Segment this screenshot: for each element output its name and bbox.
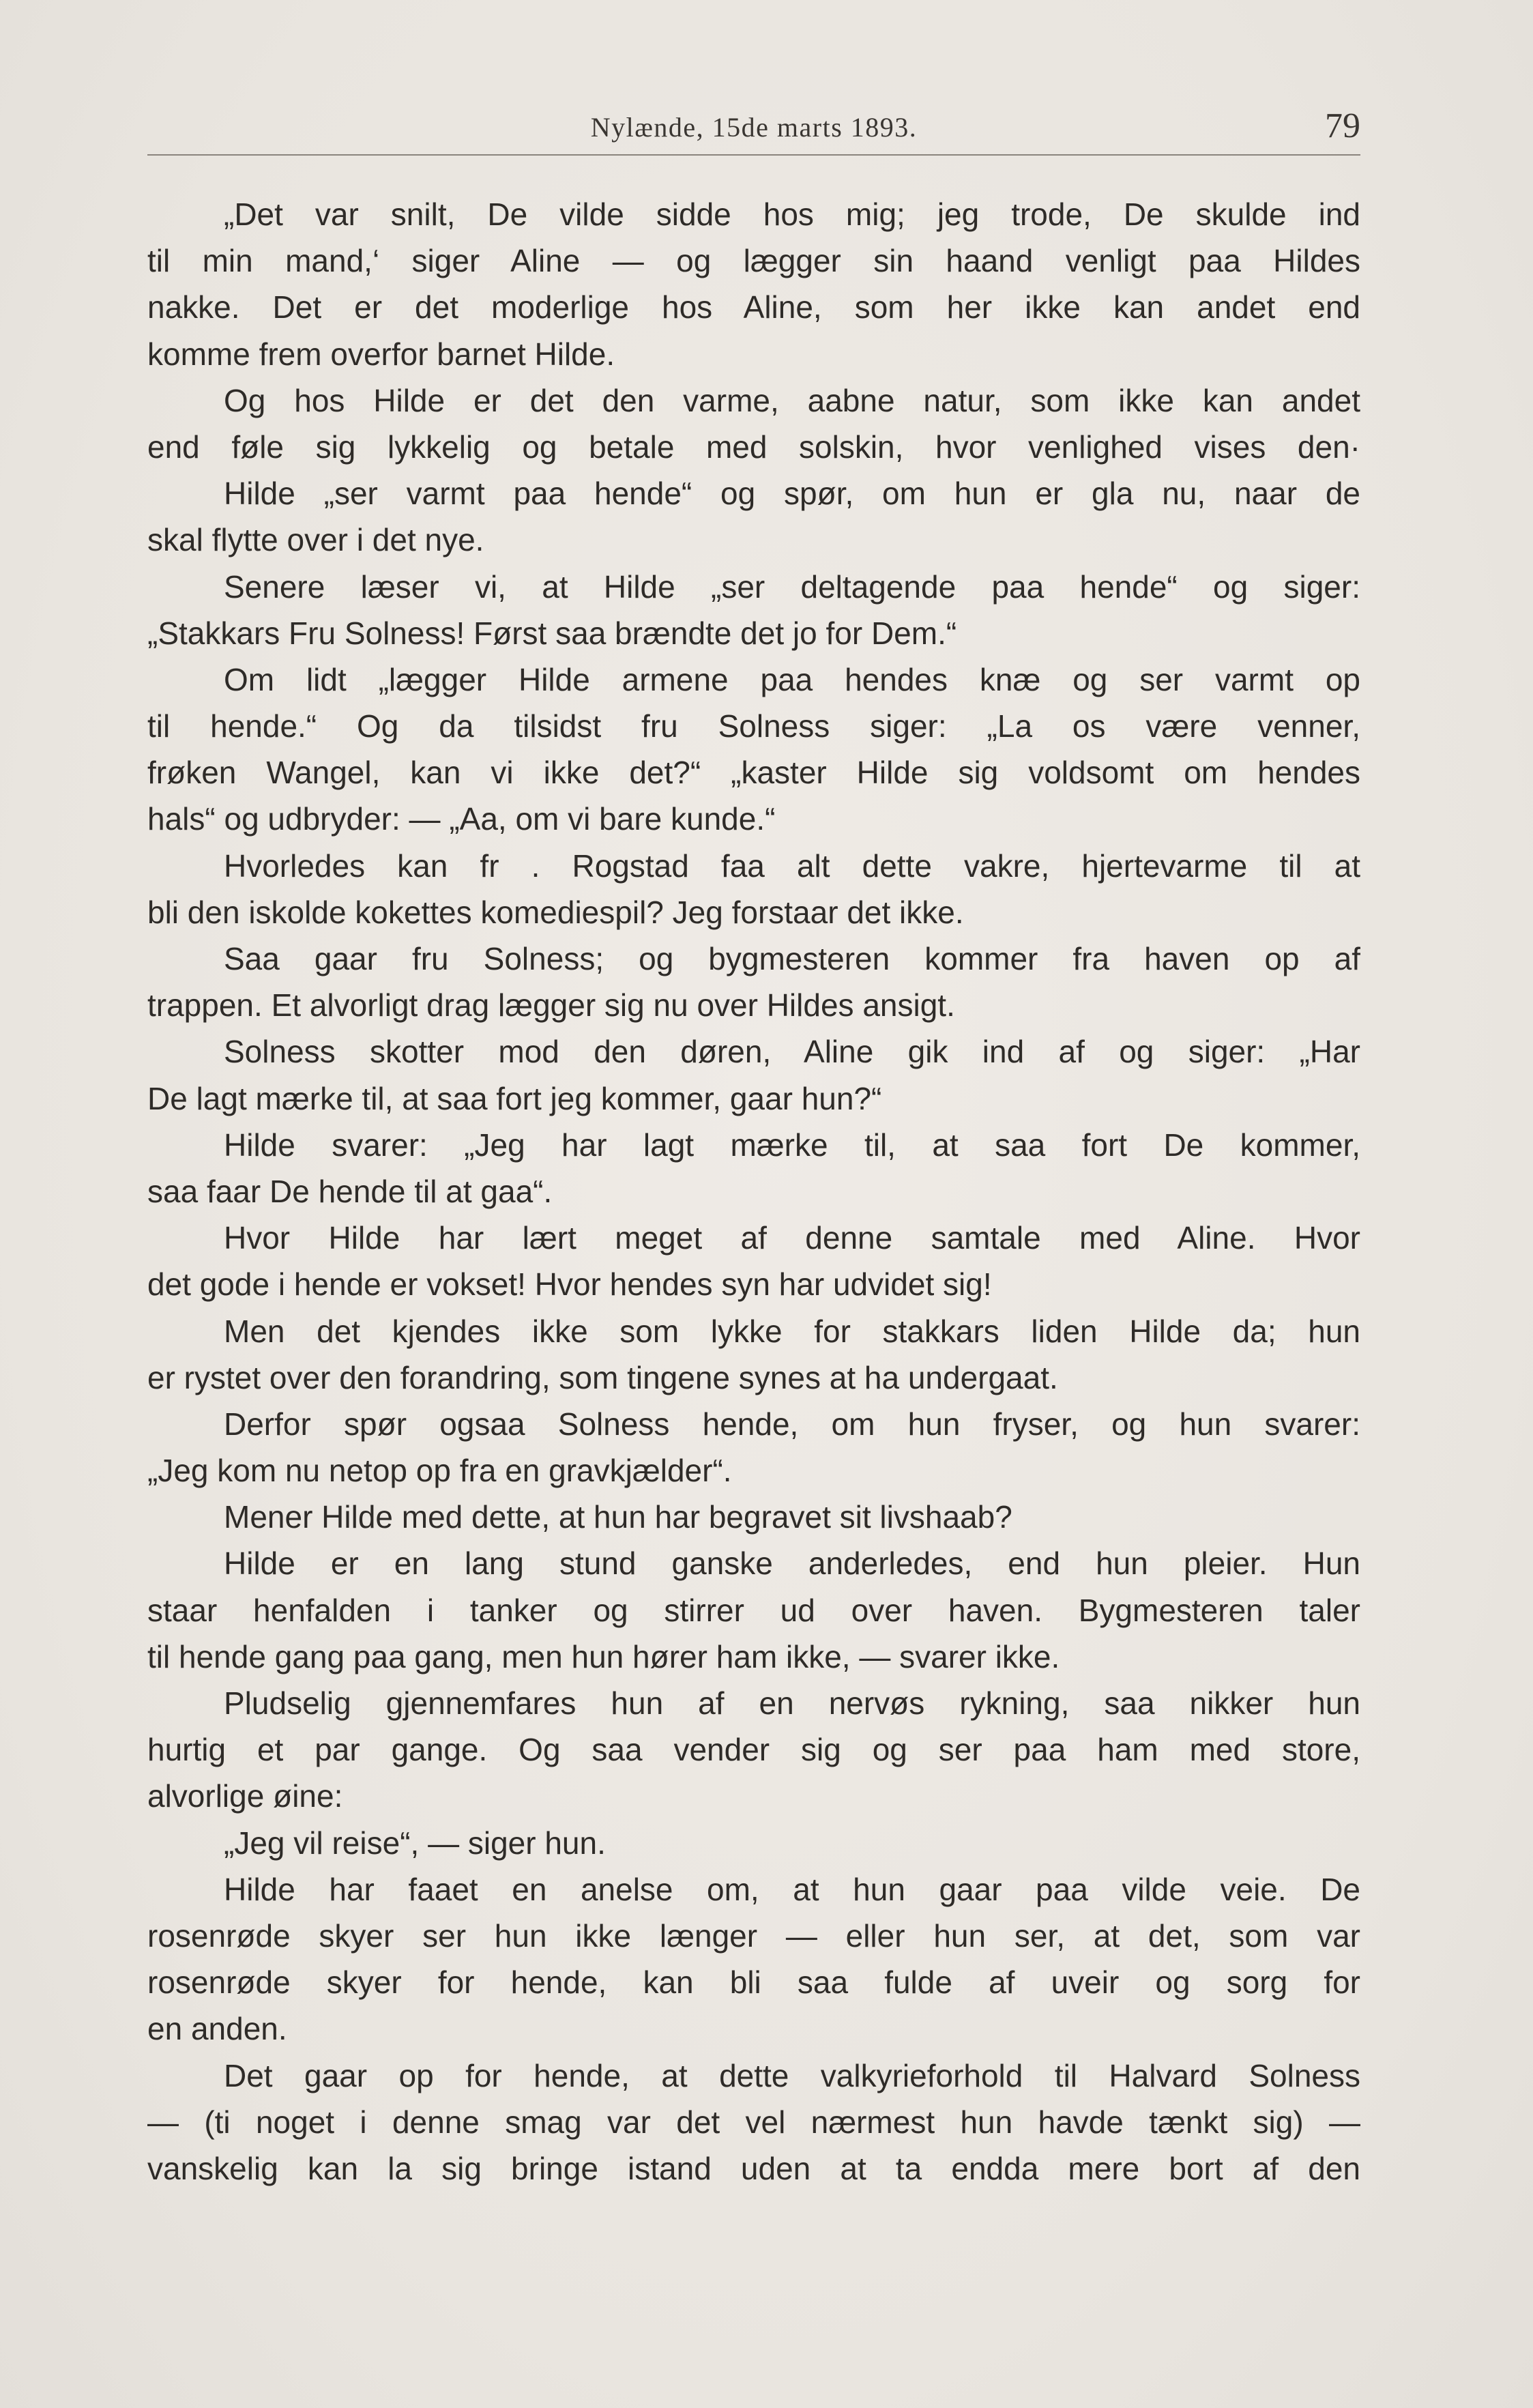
text-line: komme frem overfor barnet Hilde. <box>147 336 615 372</box>
text-line: Senere læser vi, at Hilde „ser deltagende paa hende“ og siger: <box>224 568 1360 605</box>
text-line: Derfor spør ogsaa Solness hende, om hun fryser, og hun svarer: <box>224 1406 1360 1442</box>
text-line: Hilde har faaet en anelse om, at hun gaar paa vilde veie. De <box>224 1871 1360 1907</box>
text-line: til hende gang paa gang, men hun hører ham ikke, — svarer ikke. <box>147 1638 1060 1674</box>
body-text <box>147 191 1360 2192</box>
text-line: til min mand,‘ siger Aline — og lægger sin haand venligt paa Hildes <box>147 243 1360 279</box>
text-line: Solness skotter mod den døren, Aline gik ind af og siger: „Har <box>224 1034 1360 1070</box>
text-line: Og hos Hilde er det den varme, aabne natur, som ikke kan andet <box>224 382 1360 418</box>
text-line: Hilde er en lang stund ganske anderledes, end hun pleier. Hun <box>224 1546 1360 1582</box>
header-rule <box>147 154 1360 156</box>
text-line: hals“ og udbryder: — „Aa, om vi bare kunde.“ <box>147 801 776 837</box>
text-line: Pludselig gjennemfares hun af en nervøs rykning, saa nikker hun <box>224 1685 1360 1721</box>
text-line: alvorlige øine: <box>147 1778 343 1814</box>
text-line: er rystet over den forandring, som tingene synes at ha undergaat. <box>147 1359 1058 1395</box>
text-line: „Stakkars Fru Solness! Først saa brændte det jo for Dem.“ <box>147 615 957 651</box>
text-line: trappen. Et alvorligt drag lægger sig nu over Hildes ansigt. <box>147 987 955 1024</box>
text-line: hurtig et par gange. Og saa vender sig og ser paa ham med store, <box>147 1732 1360 1768</box>
text-line: De lagt mærke til, at saa fort jeg kommer, gaar hun?“ <box>147 1080 882 1116</box>
text-line: Om lidt „lægger Hilde armene paa hendes knæ og ser varmt op <box>224 661 1360 697</box>
text-line: Saa gaar fru Solness; og bygmesteren kommer fra haven op af <box>224 941 1360 976</box>
text-line: Hilde svarer: „Jeg har lagt mærke til, at saa fort De kommer, <box>224 1127 1360 1163</box>
text-line: bli den iskolde kokettes komediespil? Jeg forstaar det ikke. <box>147 894 964 930</box>
page-number: 79 <box>1325 106 1360 145</box>
quoted-line: „Jeg vil reise“, — siger hun. <box>224 1825 606 1861</box>
text-line: nakke. Det er det moderlige hos Aline, som her ikke kan andet end <box>147 289 1360 325</box>
text-line: frøken Wangel, kan vi ikke det?“ „kaster Hilde sig voldsomt om hendes <box>147 755 1360 791</box>
page-header <box>147 99 1360 154</box>
text-line: Det gaar op for hende, at dette valkyrieforhold til Halvard Solness <box>224 2057 1360 2093</box>
text-line: vanskelig kan la sig bringe istand uden at ta endda mere bort af den <box>147 2150 1360 2186</box>
text-line: „Jeg kom nu netop op fra en gravkjælder“. <box>147 1453 732 1489</box>
running-head: Nylænde, 15de marts 1893. <box>590 112 918 143</box>
text-line: rosenrøde skyer ser hun ikke længer — eller hun ser, at det, som var <box>147 1917 1360 1954</box>
text-line: Hvorledes kan fr . Rogstad faa alt dette vakre, hjertevarme til at <box>224 847 1360 884</box>
text-line: rosenrøde skyer for hende, kan bli saa fulde af uveir og sorg for <box>147 1964 1360 2001</box>
text-line: Men det kjendes ikke som lykke for stakkars liden Hilde da; hun <box>224 1313 1360 1349</box>
text-line: en anden. <box>147 2011 287 2047</box>
text-line: skal flytte over i det nye. <box>147 522 484 558</box>
text-line: end føle sig lykkelig og betale med solskin, hvor venlighed vises den· <box>147 429 1360 465</box>
text-line: „Det var snilt, De vilde sidde hos mig; jeg trode, De skulde ind <box>224 197 1360 232</box>
text-line: Mener Hilde med dette, at hun har begravet sit livshaab? <box>224 1499 1012 1535</box>
text-line: staar henfalden i tanker og stirrer ud over haven. Bygmesteren taler <box>147 1592 1360 1628</box>
text-line: det gode i hende er vokset! Hvor hendes syn har udvidet sig! <box>147 1266 992 1303</box>
text-line: til hende.“ Og da tilsidst fru Solness siger: „La os være venner, <box>147 708 1360 744</box>
text-line: Hilde „ser varmt paa hende“ og spør, om hun er gla nu, naar de <box>224 476 1360 512</box>
text-line: — (ti noget i denne smag var det vel nærmest hun havde tænkt sig) — <box>147 2104 1360 2140</box>
text-line: saa faar De hende til at gaa“. <box>147 1173 553 1209</box>
text-line: Hvor Hilde har lært meget af denne samtale med Aline. Hvor <box>224 1220 1360 1256</box>
